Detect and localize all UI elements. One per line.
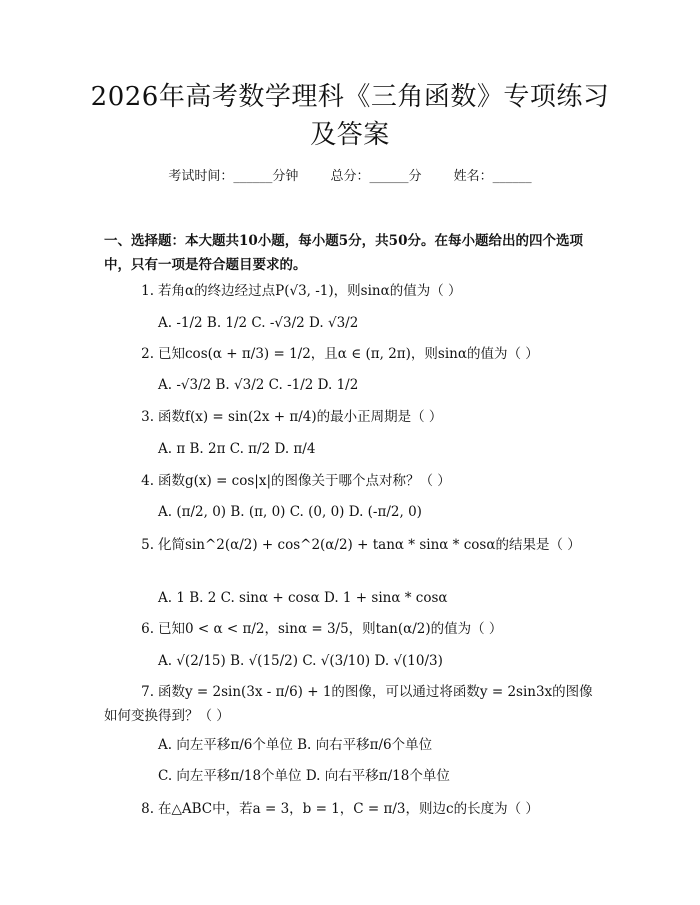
question-number: 5. <box>141 537 154 553</box>
question-number: 6. <box>141 621 154 637</box>
question-6-options: A. √(2/15) B. √(15/2) C. √(3/10) D. √(10/3) <box>158 653 443 669</box>
question-5 <box>104 533 604 557</box>
question-1-options: A. -1/2 B. 1/2 C. -√3/2 D. √3/2 <box>158 315 359 331</box>
exam-meta <box>0 167 700 187</box>
question-5-options: A. 1 B. 2 C. sinα + cosα D. 1 + sinα * cosα <box>158 590 448 606</box>
question-number: 1. <box>141 283 154 299</box>
question-text: 函数y = 2sin(3x - π/6) + 1的图像，可以通过将函数y = 2sin3x的图像如何变换得到？（ ） <box>104 684 593 724</box>
question-2-options: A. -√3/2 B. √3/2 C. -1/2 D. 1/2 <box>158 377 359 393</box>
exam-name: 姓名：______ <box>453 169 532 184</box>
question-number: 7. <box>141 684 154 700</box>
question-text: 在△ABC中，若a = 3，b = 1，C = π/3，则边c的长度为（ ） <box>158 801 539 817</box>
question-3 <box>104 405 604 429</box>
question-2 <box>104 342 604 366</box>
question-number: 8. <box>141 801 154 817</box>
question-number: 2. <box>141 346 154 362</box>
question-6 <box>104 617 604 641</box>
question-7-options-line-2: C. 向左平移π/18个单位 D. 向右平移π/18个单位 <box>158 768 450 784</box>
question-text: 若角α的终边经过点P(√3, -1)，则sinα的值为（ ） <box>158 283 462 299</box>
question-1 <box>104 279 604 303</box>
exam-time: 考试时间：______分钟 <box>168 169 299 184</box>
question-number: 3. <box>141 409 154 425</box>
question-7-options-line-1: A. 向左平移π/6个单位 B. 向右平移π/6个单位 <box>158 737 433 753</box>
question-text: 函数g(x) = cos|x|的图像关于哪个点对称？（ ） <box>158 473 451 489</box>
question-text: 已知0 < α < π/2，sinα = 3/5，则tan(α/2)的值为（ ） <box>158 621 503 637</box>
question-4-options: A. (π/2, 0) B. (π, 0) C. (0, 0) D. (-π/2, 0) <box>158 504 422 520</box>
title-line-2: 及答案 <box>310 120 390 150</box>
question-4 <box>104 469 604 493</box>
question-3-options: A. π B. 2π C. π/2 D. π/4 <box>158 441 316 457</box>
section-heading: 一、选择题：本大题共10小题，每小题5分，共50分。在每小题给出的四个选项中，只有一项是符合题目要求的。 <box>104 233 583 273</box>
exam-score: 总分：______分 <box>330 169 422 184</box>
question-7 <box>104 680 604 728</box>
question-8 <box>104 797 604 821</box>
question-text: 化简sin^2(α/2) + cos^2(α/2) + tanα * sinα * cosα的结果是（ ） <box>158 537 581 553</box>
question-text: 已知cos(α + π/3) = 1/2，且α ∈ (π, 2π)，则sinα的值为（ ） <box>158 346 539 362</box>
document-title <box>80 78 620 154</box>
question-number: 4. <box>141 473 154 489</box>
question-text: 函数f(x) = sin(2x + π/4)的最小正周期是（ ） <box>158 409 443 425</box>
title-line-1: 2026年高考数学理科《三角函数》专项练习 <box>90 82 610 112</box>
